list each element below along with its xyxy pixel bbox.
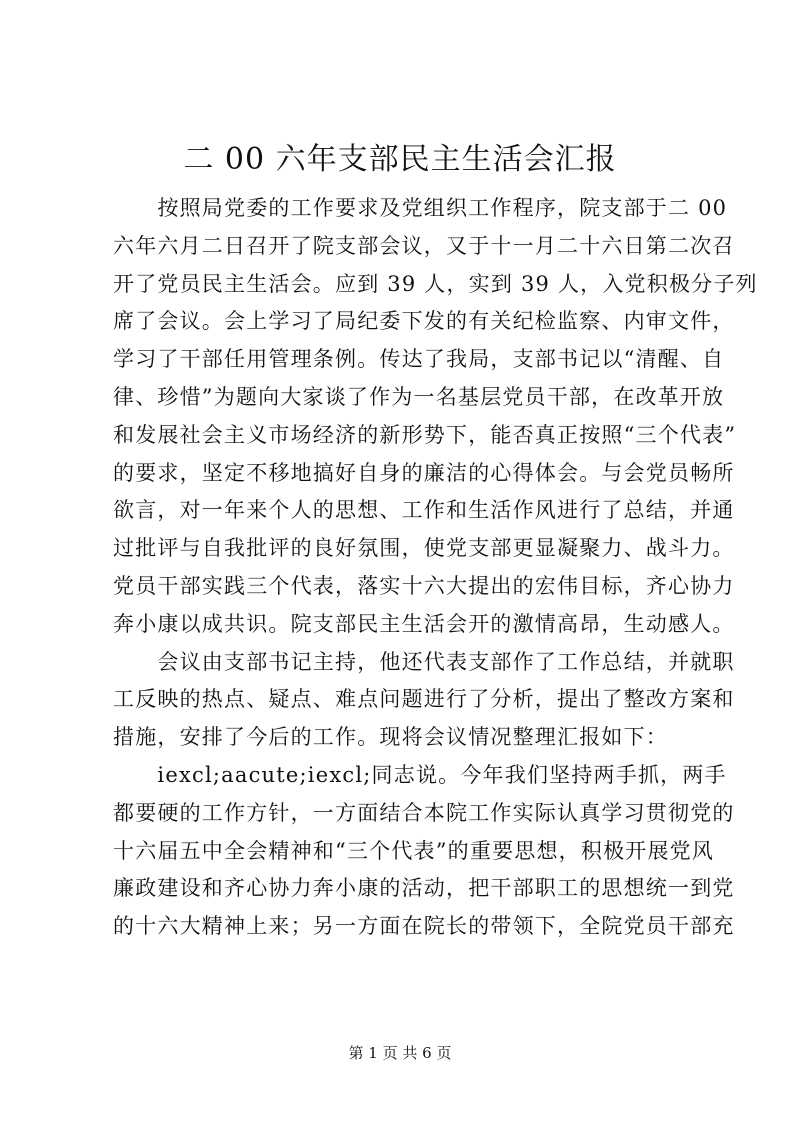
body-line: 律、珍惜”为题向大家谈了作为一名基层党员干部，在改革开放 bbox=[113, 384, 725, 409]
page-number-footer: 第 1 页 共 6 页 bbox=[348, 1044, 452, 1062]
body-line: 都要硬的工作方针，一方面结合本院工作实际认真学习贯彻党的 bbox=[113, 800, 735, 825]
body-line: 的十六大精神上来；另一方面在院长的带领下，全院党员干部充 bbox=[113, 914, 735, 939]
body-line: 廉政建设和齐心协力奔小康的活动，把干部职工的思想统一到党 bbox=[113, 876, 735, 901]
body-line: 党员干部实践三个代表，落实十六大提出的宏伟目标，齐心协力 bbox=[113, 573, 735, 598]
document-title: 二 00 六年支部民主生活会汇报 bbox=[183, 142, 617, 177]
document-body bbox=[113, 190, 758, 946]
body-line: 会议由支部书记主持，他还代表支部作了工作总结，并就职 bbox=[113, 649, 735, 674]
body-line: 欲言，对一年来个人的思想、工作和生活作风进行了总结，并通 bbox=[113, 498, 735, 523]
body-line: iexcl;aacute;iexcl;同志说。今年我们坚持两手抓，两手 bbox=[113, 762, 727, 787]
body-line: 和发展社会主义市场经济的新形势下，能否真正按照“三个代表” bbox=[113, 422, 737, 447]
body-line: 工反映的热点、疑点、难点问题进行了分析，提出了整改方案和 bbox=[113, 687, 735, 712]
body-line: 措施，安排了今后的工作。现将会议情况整理汇报如下： bbox=[113, 725, 668, 750]
body-line: 学习了干部任用管理条例。传达了我局，支部书记以“清醒、自 bbox=[113, 347, 725, 372]
body-line: 席了会议。会上学习了局纪委下发的有关纪检监察、内审文件， bbox=[113, 309, 735, 334]
body-line: 奔小康以成共识。院支部民主生活会开的激情高昂，生动感人。 bbox=[113, 611, 735, 636]
body-line: 开了党员民主生活会。应到 39 人，实到 39 人，入党积极分子列 bbox=[113, 271, 758, 296]
body-line: 过批评与自我批评的良好氛围，使党支部更显凝聚力、战斗力。 bbox=[113, 536, 735, 561]
body-line: 按照局党委的工作要求及党组织工作程序，院支部于二 00 bbox=[113, 196, 728, 220]
body-line: 十六届五中全会精神和“三个代表”的重要思想，积极开展党风 bbox=[113, 838, 715, 863]
body-line: 六年六月二日召开了院支部会议，又于十一月二十六日第二次召 bbox=[113, 233, 735, 258]
body-line: 的要求，坚定不移地搞好自身的廉洁的心得体会。与会党员畅所 bbox=[113, 460, 735, 485]
